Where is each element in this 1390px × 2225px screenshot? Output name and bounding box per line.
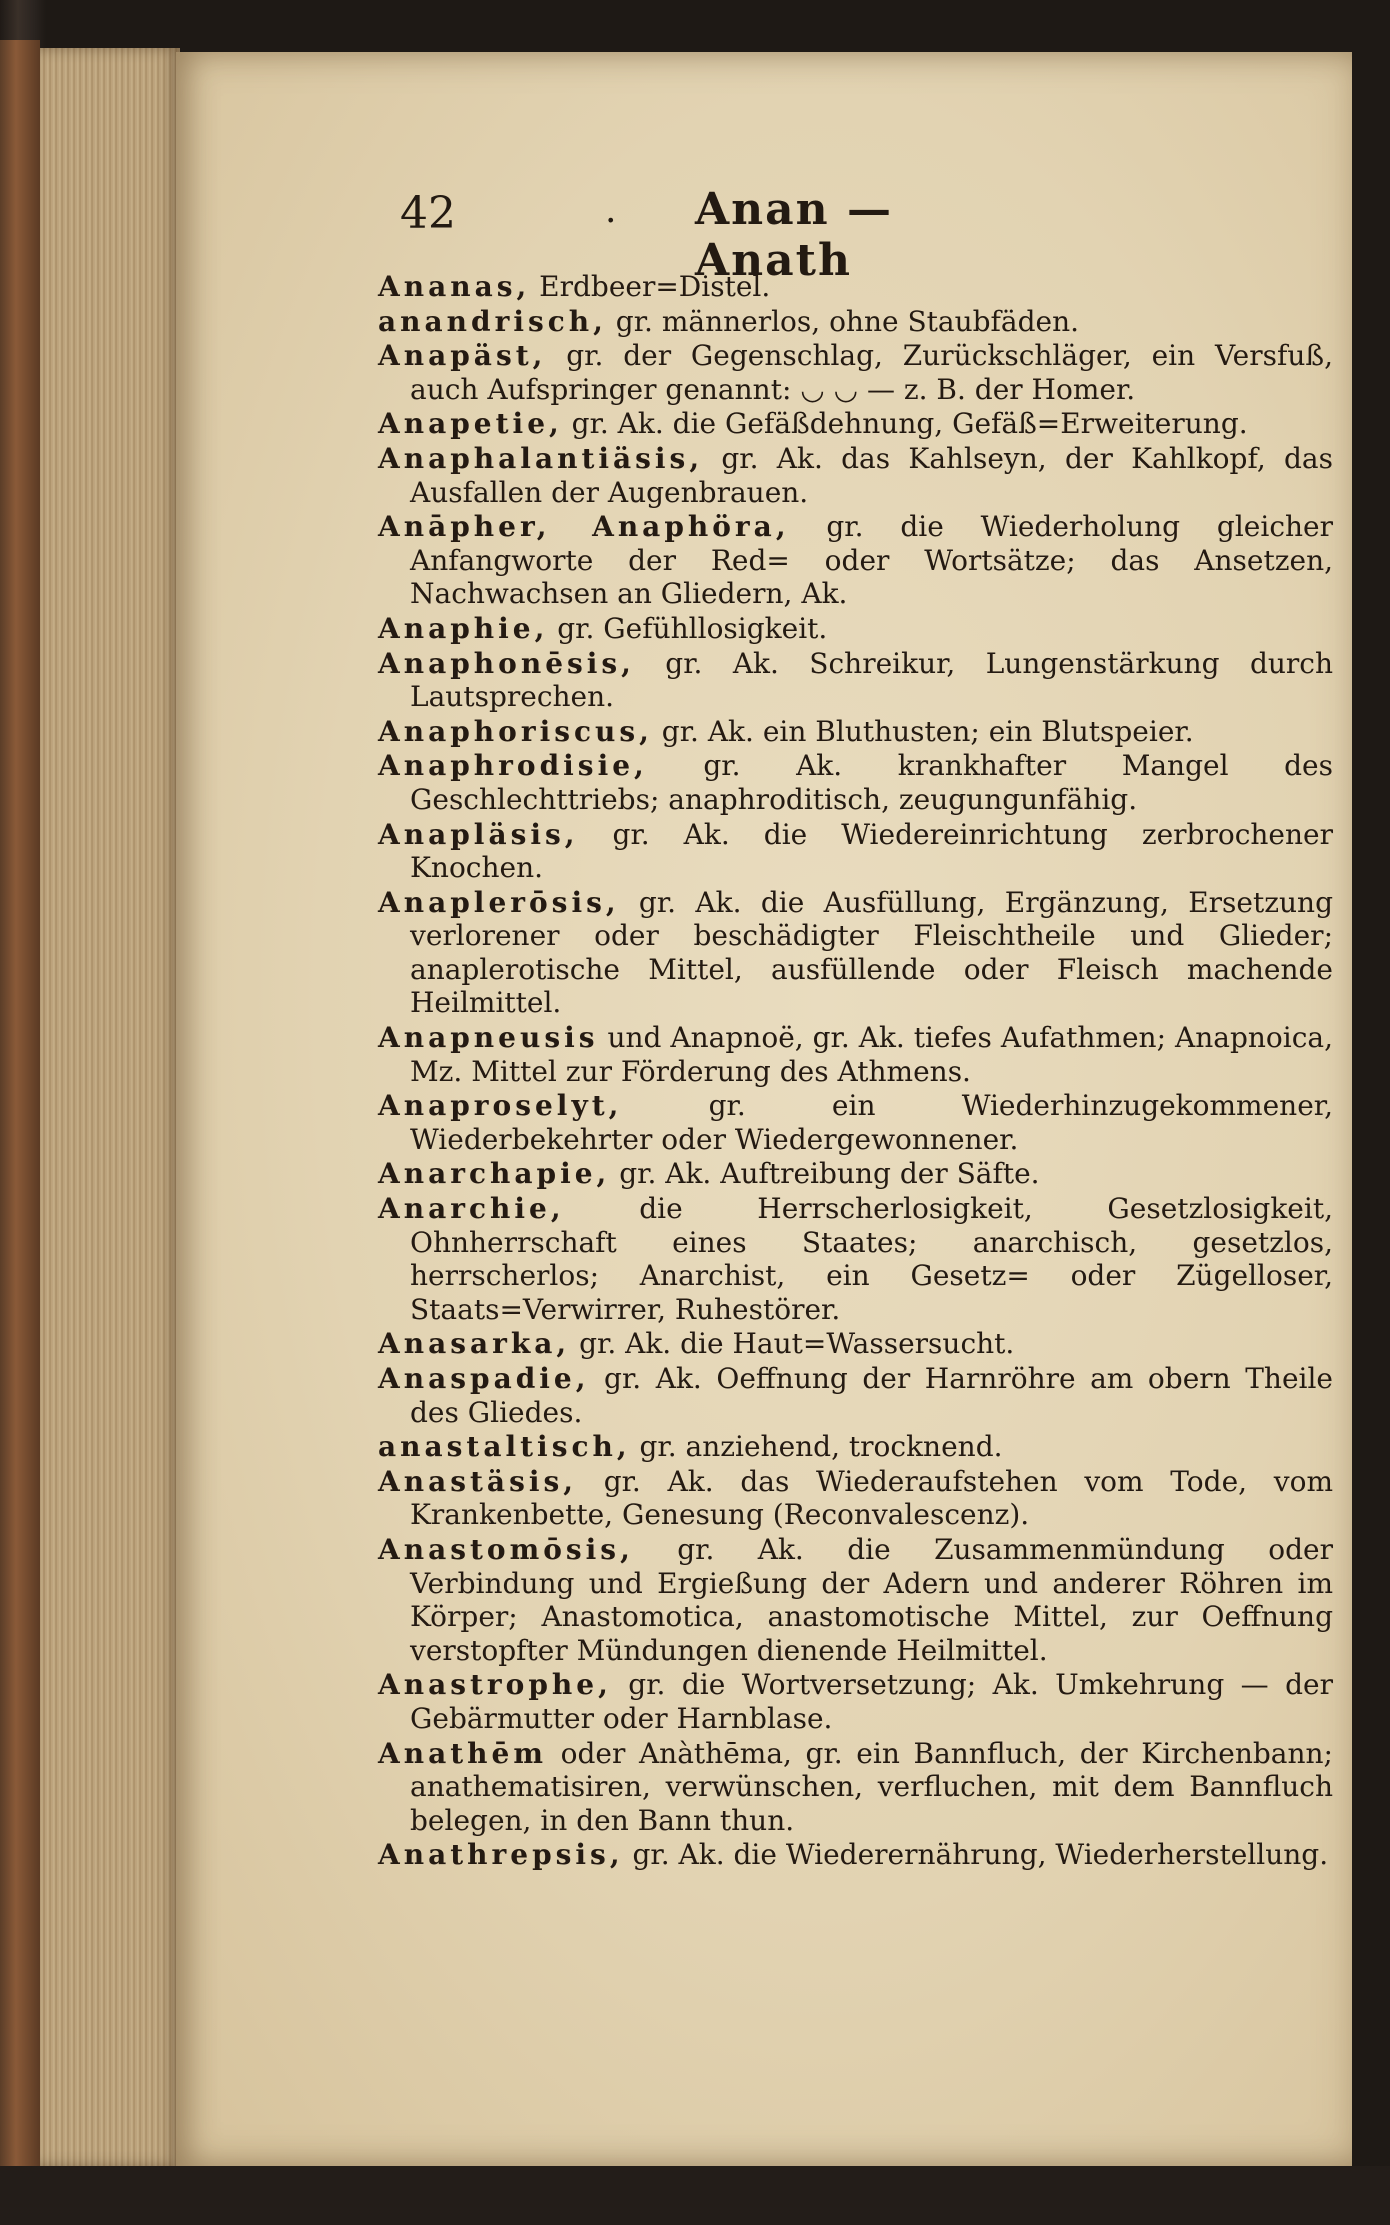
dictionary-entry (378, 339, 1333, 406)
dictionary-entry (378, 1157, 1333, 1191)
entry-text: gr. Ak. die Wiederernährung, Wiederherstellung. (623, 1838, 1329, 1872)
entry-headword: Anasarka, (378, 1327, 571, 1361)
dictionary-entry (378, 1362, 1333, 1429)
dictionary-entry (378, 612, 1333, 646)
book-cover-edge (0, 40, 40, 2180)
dictionary-entry (378, 1838, 1333, 1872)
entry-headword: Anaproselyt, (378, 1089, 623, 1123)
dictionary-entry (378, 270, 1333, 304)
entry-text: gr. Ak. Oeffnung der Harnröhre am obern Theile des Gliedes. (410, 1362, 1333, 1429)
entry-headword: Anastrophe, (378, 1668, 612, 1702)
dictionary-entry (378, 1430, 1333, 1464)
entry-text: gr. Ak. die Gefäßdehnung, Gefäß=Erweiterung. (562, 407, 1248, 441)
entry-headword: anandrisch, (378, 304, 607, 338)
entry-text: gr. Ak. die Haut=Wassersucht. (570, 1327, 1015, 1361)
entry-text: die Herrscherlosigkeit, Gesetzlosigkeit, Ohnherrschaft eines Staates; anarchisch, gesetzlos, herrscherlos; Anarchist, ein Gesetz= oder Zügelloser, Staats=Verwirrer, Ruhestörer. (410, 1192, 1333, 1326)
entry-headword: Anathrepsis, (378, 1838, 624, 1872)
entry-text: gr. Ak. Schreikur, Lungenstärkung durch Lautsprechen. (410, 646, 1333, 714)
entry-text: gr. Ak. das Wiederaufstehen vom Tode, vom Krankenbette, Genesung (Reconvalescenz). (410, 1464, 1333, 1532)
entry-headword: Anarchie, (378, 1192, 565, 1226)
header-dot: . (605, 190, 617, 231)
entry-headword: Anaphonēsis, (378, 646, 635, 680)
entry-headword: Anaphoriscus, (378, 714, 653, 748)
entry-headword: Anapneusis (378, 1021, 599, 1055)
entry-text: gr. Ak. die Wiedereinrichtung zerbrochener Knochen. (410, 817, 1333, 885)
dictionary-entry (378, 1327, 1333, 1361)
dictionary-entry (378, 1737, 1333, 1838)
entry-text: und Anapnoë, gr. Ak. tiefes Aufathmen; Anapnoica, Mz. Mittel zur Förderung des Athmens. (410, 1021, 1333, 1088)
entry-headword: Anastäsis, (378, 1464, 577, 1498)
entry-headword: Anaplerōsis, (378, 885, 620, 919)
entry-headword: Anaspadie, (378, 1362, 590, 1395)
entry-text: gr. Ak. die Zusammenmündung oder Verbindung und Ergießung der Adern und anderer Röhren im Körper; Anastomotica, anastomotische Mittel, zur Oeffnung verstopfter Mündungen dienende Heilmittel. (410, 1532, 1333, 1667)
entry-text: gr. die Wortversetzung; Ak. Umkehrung — der Gebärmutter oder Harnblase. (410, 1668, 1333, 1735)
entry-text: gr. Ak. krankhafter Mangel des Geschlechttriebs; anaphroditisch, zeugungunfähig. (410, 749, 1333, 816)
dictionary-entry (378, 305, 1333, 339)
entry-text: oder Anàthēma, gr. ein Bannfluch, der Kirchenbann; anathematisiren, verwünschen, verfluchen, mit dem Bannfluch belegen, in den Bann thun. (410, 1736, 1333, 1837)
entry-text: gr. Ak. Auftreibung der Säfte. (610, 1157, 1040, 1191)
entry-text: gr. anziehend, trocknend. (630, 1430, 1003, 1464)
dictionary-entry (378, 407, 1333, 441)
dictionary-entry (378, 442, 1333, 509)
dictionary-entry (378, 510, 1333, 611)
entry-headword: Ananas, (378, 270, 531, 303)
entry-text: gr. ein Wiederhinzugekommener, Wiederbekehrter oder Wiedergewonnener. (410, 1089, 1333, 1156)
entry-headword: anastaltisch, (378, 1430, 631, 1464)
entry-headword: Anapäst, (378, 339, 547, 373)
entry-headword: Anaphie, (378, 611, 549, 645)
bottom-shadow (0, 2166, 1390, 2225)
dictionary-entry (378, 1192, 1333, 1326)
dictionary-entry (378, 886, 1333, 1020)
running-header (400, 182, 1050, 286)
dictionary-entry (378, 647, 1333, 714)
dictionary-entry (378, 749, 1333, 816)
entry-headword: Anapläsis, (378, 817, 579, 851)
entry-text: gr. Gefühllosigkeit. (548, 611, 828, 645)
page-stack-edge (40, 48, 180, 2166)
entry-text: gr. die Wiederholung gleicher Anfangworte der Red= oder Wortsätze; das Ansetzen, Nachwachsen an Gliedern, Ak. (410, 510, 1333, 611)
entry-headword: Anaphrodisie, (378, 749, 648, 783)
dictionary-entry (378, 1668, 1333, 1735)
page-header-title: Anan — Anath (695, 184, 893, 286)
dictionary-entry (378, 818, 1333, 885)
entry-text: gr. Ak. die Ausfüllung, Ergänzung, Ersetzung verlorener oder beschädigter Fleischtheile und Glieder; anaplerotische Mittel, ausfüllende oder Fleisch machende Heilmittel. (410, 885, 1333, 1020)
entry-text: Erdbeer=Distel. (530, 270, 771, 303)
dictionary-entries (378, 270, 1333, 1873)
page-number: 42 (400, 188, 456, 239)
entry-text: gr. männerlos, ohne Staubfäden. (606, 304, 1080, 338)
entry-headword: Anāpher, Anaphöra, (378, 510, 790, 544)
entry-headword: Anathēm (378, 1736, 547, 1770)
dictionary-entry (378, 1089, 1333, 1156)
entry-headword: Anapetie, (378, 407, 563, 441)
entry-text: gr. Ak. das Kahlseyn, der Kahlkopf, das Ausfallen der Augenbrauen. (410, 441, 1333, 509)
dictionary-entry (378, 1021, 1333, 1088)
dictionary-entry (378, 1533, 1333, 1667)
entry-headword: Anaphalantiäsis, (378, 441, 704, 475)
dictionary-entry (378, 1465, 1333, 1532)
entry-headword: Anarchapie, (378, 1157, 611, 1191)
entry-text: gr. der Gegenschlag, Zurückschläger, ein Versfuß, auch Aufspringer genannt: ◡ ◡ — z. B. der Homer. (410, 339, 1333, 406)
entry-text: gr. Ak. ein Bluthusten; ein Blutspeier. (652, 714, 1194, 748)
entry-headword: Anastomōsis, (378, 1532, 634, 1566)
dictionary-entry (378, 715, 1333, 749)
